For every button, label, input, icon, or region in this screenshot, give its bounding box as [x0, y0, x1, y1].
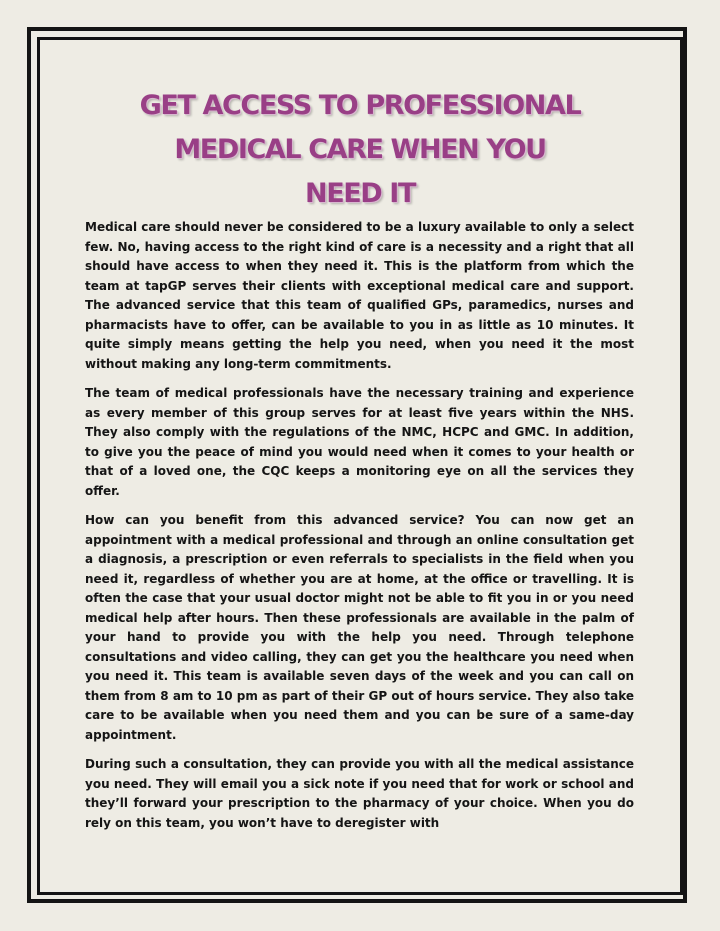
paragraph-2: The team of medical professionals have the necessary training and experience as every member of this group serves for at least five years within the NHS. They also comply with the regulations of the NMC, HCPC and GMC. In addition, to give you the peace of mind you would need when it comes to your health or that of a loved one, the CQC keeps a monitoring eye on all the services they offer. — [85, 386, 634, 498]
document-body — [85, 218, 634, 843]
paragraph-3: How can you benefit from this advanced service? You can now get an appointment with a medical professional and through an online consultation get a diagnosis, a prescription or even referrals to specialists in the field when you need it, regardless of whether you are at home, at the office or travelling. It is often the case that your usual doctor might not be able to fit you in or you need medical help after hours. Then these professionals are available in the palm of your hand to provide you with the help you need. Through telephone consultations and video calling, they can get you the healthcare you need when you need it. This team is available seven days of the week and you can call on them from 8 am to 10 pm as part of their GP out of hours service. They also take care to be available when you need them and you can be sure of a same-day appointment. — [85, 513, 634, 742]
title-line-3: NEED IT — [305, 178, 415, 209]
paragraph-4: During such a consultation, they can provide you with all the medical assistance you need. They will email you a sick note if you need that for work or school and they’ll forward your prescription to the pharmacy of your choice. When you do rely on this team, you won’t have to deregister with — [85, 757, 634, 830]
paragraph-1: Medical care should never be considered to be a luxury available to only a select few. No, having access to the right kind of care is a necessity and a right that all should have access to when they need it. This is the platform from which the team at tapGP serves their clients with exceptional medical care and support. The advanced service that this team of qualified GPs, paramedics, nurses and pharmacists have to offer, can be available to you in as little as 10 minutes. It quite simply means getting the help you need, when you need it the most without making any long-term commitments. — [85, 220, 634, 371]
title-line-1: GET ACCESS TO PROFESSIONAL — [139, 90, 581, 121]
document-title — [70, 84, 650, 216]
title-line-2: MEDICAL CARE WHEN YOU — [174, 134, 546, 165]
